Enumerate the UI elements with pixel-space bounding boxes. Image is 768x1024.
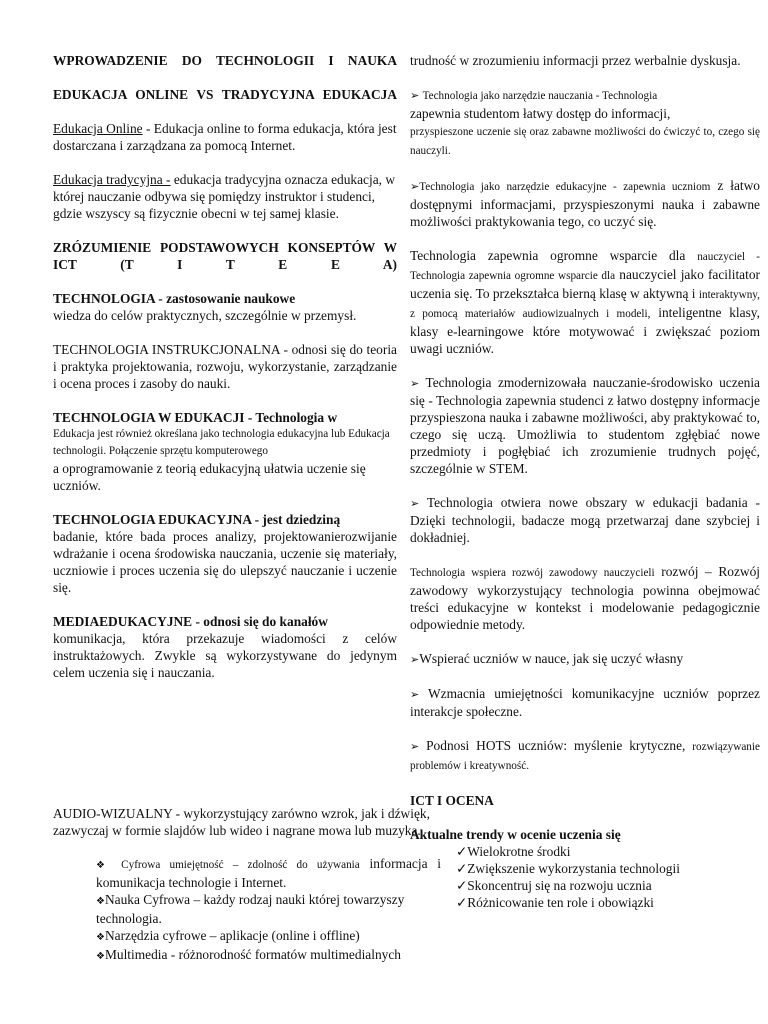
paragraph-new-research-areas: ➢ Technologia otwiera nowe obszary w edukacji badania - Dzięki technologii, badacze mogą przetwarzaj dane szybciej i dokładniej. — [410, 495, 760, 545]
def-audio-visual: AUDIO-WIZUALNY - wykorzystujący zarówno wzrok, jak i dźwięk, zazwyczaj w formie slajdów lub wideo i nagrane mowa lub muzyka. — [53, 806, 430, 838]
def-educational-technology: badanie, które bada proces analizy, projektowanierozwijanie wdrażanie i ocena środowiska nauczania, uczenie się materiały, uczniowie i proces uczenia się do ulepszyć nauczanie i uczenie się. — [53, 529, 397, 595]
arrow-bullet-icon: ➢ — [410, 653, 420, 666]
list-item: ❖ Cyfrowa umiejętność – zdolność do używania informacja i komunikacja technologie i Internet. — [96, 856, 441, 890]
list-item: ❖Narzędzia cyfrowe – aplikacje (online i offline) — [96, 928, 360, 943]
term-educational-technology: TECHNOLOGIA EDUKACYJNA - jest dziedziną — [53, 512, 341, 527]
list-item: ❖Nauka Cyfrowa – każdy rodzaj nauki której towarzyszy technologia. — [96, 892, 405, 926]
paragraph-audio-visual — [53, 805, 453, 839]
paragraph-communication-skills: ➢ Wzmacnia umiejętności komunikacyjne uczniów poprzez interakcje społeczne. — [410, 686, 761, 719]
heading-intro: WPROWADZENIE DO TECHNOLOGII I NAUKA — [53, 53, 397, 68]
arrow-bullet-icon: ➢ — [410, 497, 420, 510]
def-online: - Edukacja online to forma edukacja, która jest dostarczana i zarządzana za pomocą Internet. — [53, 121, 397, 153]
continuation-text: trudność w zrozumieniu informacji przez werbalnie dyskusja. — [410, 53, 741, 68]
paragraph-learn-to-learn: ➢Wspierać uczniów w nauce, jak się uczyć własny — [410, 651, 684, 666]
def-instructional-technology: TECHNOLOGIA INSTRUKCJONALNA - odnosi się do teoria i praktyka projektowania, rozwoju, wykorzystanie, zarządzanie i ocena proces i zasoby do nauki. — [53, 342, 397, 391]
paragraph-educational-tool: ➢Technologia jako narzędzie edukacyjne - zapewnia uczniom z łatwo dostępnymi informacjami, przyspieszonymi nauka i zabawne możliwości praktykowania tego, co uczyć się. — [410, 178, 760, 229]
list-item: ✓Różnicowanie ten role i obowiązki — [456, 895, 654, 910]
diamond-bullet-icon: ❖ — [96, 860, 112, 871]
checkmark-icon: ✓ — [456, 844, 468, 859]
term-educational-media: MEDIAEDUKACYJNE - odnosi się do kanałów — [53, 614, 328, 629]
arrow-bullet-icon: ➢ — [410, 180, 420, 193]
paragraph-modernized-teaching: ➢ Technologia zmodernizowała nauczanie-środowisko uczenia się - Technologia zapewnia studenci z łatwo dostępny informacje przyspieszona nauka i zabawne możliwości, aby praktykować to, czego się uczą. Umożliwia to studentom zgłębiać nowe przedmioty i pogłębiać ich zrozumienie trudnych pojęć, szczególnie w STEM. — [410, 375, 761, 476]
right-column — [410, 52, 760, 911]
heading-ict-assessment: ICT I OCENA — [410, 793, 494, 808]
def-technology-in-education: a oprogramowanie z teorią edukacyjną ułatwia uczenie się uczniów. — [53, 461, 366, 493]
left-column — [53, 52, 397, 681]
paragraph-teacher-support: Technologia zapewnia ogromne wsparcie dla nauczyciel - Technologia zapewnia ogromne wsparcie dla nauczyciel jako facilitator uczenia się. To przekształca bierną klasę w aktywną i interaktywny, z pomocą materiałów audiowizualnych i modeli, inteligentne klasy, klasy e-learningowe które motywować i zwiększać poziom uwagi uczniów. — [410, 248, 761, 356]
diamond-bullet-icon: ❖ — [96, 932, 105, 943]
arrow-bullet-icon: ➢ — [410, 377, 420, 390]
list-item: ❖Multimedia - różnorodność formatów multimedialnych — [96, 947, 401, 962]
arrow-bullet-icon: ➢ — [410, 89, 420, 102]
checkmark-icon: ✓ — [456, 878, 468, 893]
arrow-bullet-icon: ➢ — [410, 688, 420, 701]
checkmark-icon: ✓ — [456, 861, 468, 876]
def-traditional: edukacja tradycyjna oznacza edukacja, w której nauczanie odbywa się pomiędzy instruktor i studenci, gdzie wszyscy są fizycznie obecni w tej samej klasie. — [53, 172, 396, 221]
paragraph-online — [53, 120, 397, 154]
term-technology: TECHNOLOGIA - zastosowanie naukowe — [53, 291, 296, 306]
paragraph-professional-development: Technologia wspiera rozwój zawodowy nauczycieli rozwój – Rozwój zawodowy wykorzystujący technologia powinna obejmować treści edukacyjne w kontekst i modelowanie pedagogicznie odpowiednie metody. — [410, 564, 760, 632]
def-technology: wiedza do celów praktycznych, szczególnie w przemysł. — [53, 308, 357, 323]
paragraph-traditional — [53, 171, 397, 222]
diamond-bullet-icon: ❖ — [96, 951, 105, 962]
heading-concepts: ZRÓZUMIENIE PODSTAWOWYCH KONSEPTÓW W ICT (T I T E E A) — [53, 240, 397, 272]
list-item: ✓Skoncentruj się na rozwoju ucznia — [456, 878, 652, 893]
term-online: Edukacja Online — [53, 121, 143, 136]
small-technology-in-education: Edukacja jest również określana jako technologia edukacyjna lub Edukacja technologii. Połączenie sprzętu komputerowego — [53, 428, 390, 457]
digital-terms-list — [96, 855, 441, 965]
paragraph-teaching-tool: ➢ Technologia jako narzędzie nauczania - Technologia zapewnia studentom łatwy dostęp do informacji, przyspieszone uczenie się oraz zabawne możliwości do ćwiczyć to, czego się nauczyli. — [410, 89, 760, 157]
heading-assessment-trends: Aktualne trendy w ocenie uczenia się — [410, 827, 621, 842]
def-educational-media: komunikacja, która przekazuje wiadomości z celów instruktażowych. Zwykle są wykorzystywane do jedynym celem uczenia się i nauczania. — [53, 631, 397, 680]
checkmark-icon: ✓ — [456, 895, 468, 910]
list-item: ✓Zwiększenie wykorzystania technologii — [456, 861, 680, 876]
term-traditional: Edukacja tradycyjna - — [53, 172, 171, 187]
list-item: ✓Wielokrotne środki — [456, 844, 571, 859]
diamond-bullet-icon: ❖ — [96, 896, 105, 907]
heading-online-vs-traditional: EDUKACJA ONLINE VS TRADYCYJNA EDUKACJA — [53, 87, 397, 102]
arrow-bullet-icon: ➢ — [410, 740, 420, 753]
paragraph-hots: ➢ Podnosi HOTS uczniów: myślenie krytyczne, rozwiązywanie problemów i kreatywność. — [410, 738, 760, 772]
term-technology-in-education: TECHNOLOGIA W EDUKACJI - Technologia w — [53, 410, 338, 425]
